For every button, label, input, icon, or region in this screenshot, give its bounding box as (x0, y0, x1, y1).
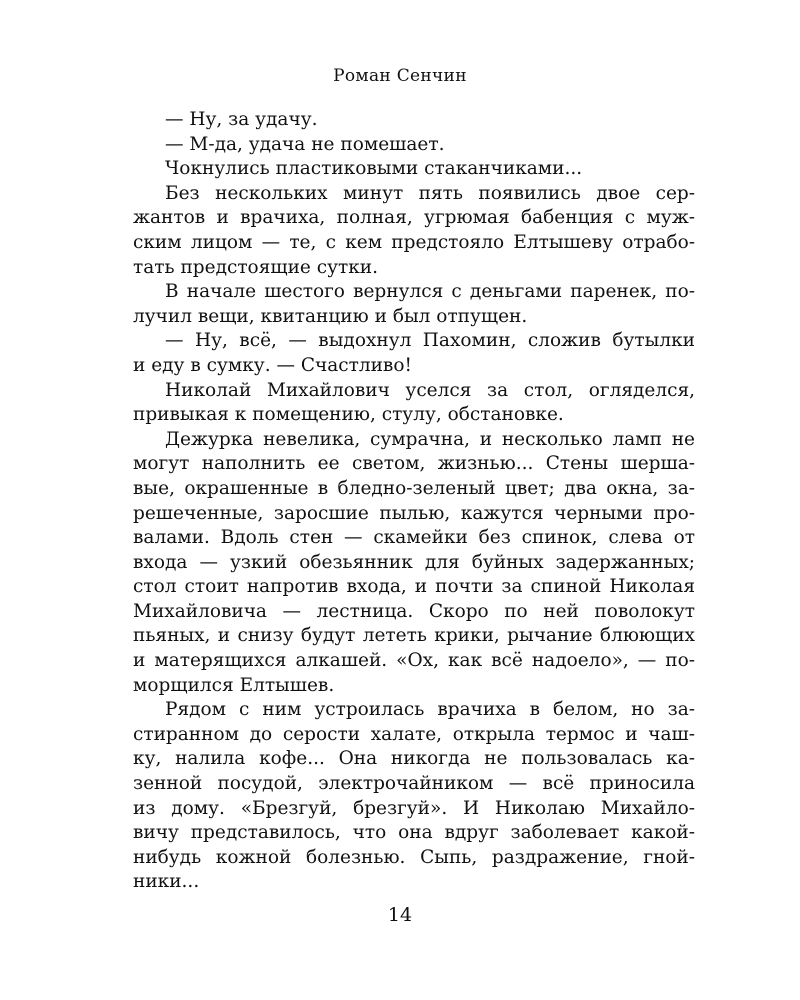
text-line: Михайловича — лестница. Скоро по ней поволокут (133, 600, 695, 622)
text-line: — Ну, за удачу. (165, 109, 318, 130)
running-header-author: Роман Сенчин (333, 66, 467, 86)
text-line: из дому. «Брезгуй, брезгуй». И Николаю Михайло- (133, 797, 695, 819)
text-line: Чокнулись пластиковыми стаканчиками... (165, 158, 583, 180)
text-line: входа — узкий обезьянник для буйных задержанных; (133, 551, 695, 573)
text-line: — М-да, удача не помешает. (165, 133, 445, 155)
text-line: нибудь кожной болезнью. Сыпь, раздражение, гной- (133, 846, 695, 868)
text-line: ским лицом — те, с кем предстояло Елтышеву отрабо- (133, 231, 695, 253)
text-line: В начале шестого вернулся с деньгами паренек, по- (165, 281, 695, 303)
text-line: ку, налила кофе... Она никогда не пользовалась ка- (133, 748, 695, 770)
text-line: ники... (133, 871, 200, 893)
text-line: могут наполнить ее светом, жизнью... Стены шерша- (133, 453, 695, 475)
text-line: морщился Елтышев. (133, 674, 335, 696)
text-line: и матерящихся алкашей. «Ох, как всё надоело», — по- (133, 650, 695, 672)
text-line: зенной посудой, электрочайником — всё приносила (133, 773, 695, 795)
text-line: решеченные, заросшие пылью, кажутся черными про- (133, 502, 695, 524)
text-line: вичу представилось, что она вдруг заболевает какой- (133, 822, 695, 844)
text-line: валами. Вдоль стен — скамейки без спинок, слева от (133, 527, 695, 549)
text-line: привыкая к помещению, стулу, обстановке. (133, 404, 564, 426)
text-line: Рядом с ним устроилась врачиха в белом, но за- (165, 699, 695, 721)
text-line: — Ну, всё, — выдохнул Пахомин, сложив бутылки (165, 330, 695, 352)
text-line: жантов и врачиха, полная, угрюмая бабенция с муж- (133, 207, 695, 229)
text-line: Без нескольких минут пять появились двое сер- (165, 182, 695, 204)
text-line: вые, окрашенные в бледно-зеленый цвет; два окна, за- (133, 477, 695, 499)
text-line: стиранном до серости халате, открыла термос и чаш- (133, 723, 695, 745)
text-line: пьяных, и снизу будут лететь крики, рычание блюющих (133, 625, 695, 647)
text-line: Дежурка невелика, сумрачна, и несколько ламп не (165, 428, 695, 450)
text-line: и еду в сумку. — Счастливо! (133, 354, 412, 376)
text-line: тать предстоящие сутки. (133, 256, 378, 278)
page-number: 14 (387, 904, 413, 926)
text-line: стол стоит напротив входа, и почти за спиной Николая (133, 576, 695, 598)
body-text (133, 108, 695, 895)
text-line: Николай Михайлович уселся за стол, огляделся, (165, 379, 695, 401)
text-line: лучил вещи, квитанцию и был отпущен. (133, 305, 528, 327)
